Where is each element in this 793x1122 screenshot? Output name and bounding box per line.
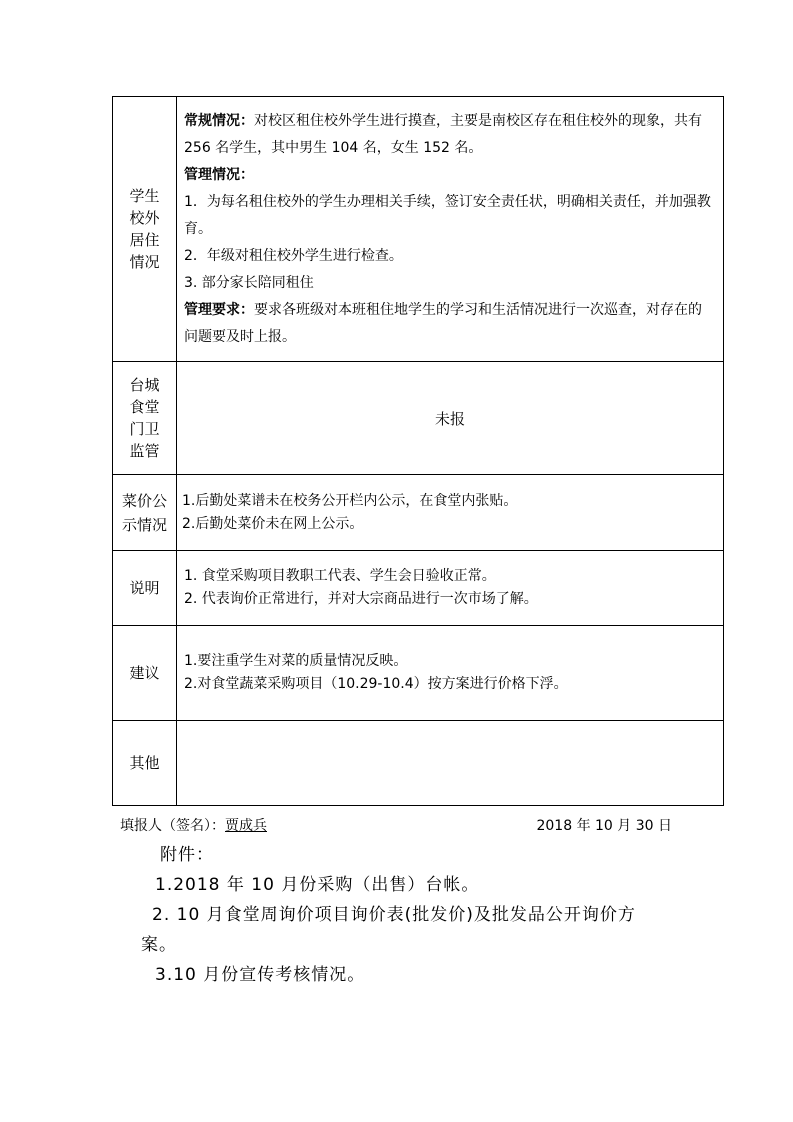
label-line: 台城: [129, 376, 160, 394]
report-date: 2018 年 10 月 30 日: [536, 818, 672, 834]
content-suggest: [177, 626, 724, 721]
note-item: 2. 代表询价正常进行，并对大宗商品进行一次市场了解。: [184, 591, 538, 607]
attachment-item: 案。: [141, 935, 177, 955]
signature-row: [120, 815, 680, 835]
req-text: 要求各班级对本班租住地学生的学习和生活情况进行一次巡查，对存在的问题要及时上报。: [184, 301, 702, 345]
label-line: 示情况: [121, 515, 167, 534]
attachments: [141, 840, 636, 990]
req-title: 管理要求：: [184, 301, 254, 318]
label-canteen: [113, 362, 177, 475]
row-suggest: [113, 626, 724, 721]
mgmt-item: 1．为每名租住校外的学生办理相关手续，签订安全责任状，明确相关责任，并加强教育。: [184, 193, 711, 237]
price-item: 1.后勤处菜谱未在校务公开栏内公示，在食堂内张贴。: [182, 492, 518, 509]
note-item: 1. 食堂采购项目教职工代表、学生会日验收正常。: [184, 568, 496, 584]
label-line: 菜价公: [121, 491, 167, 510]
content-other: [177, 721, 724, 806]
general-text: 对校区租住校外学生进行摸查，主要是南校区存在租住校外的现象，共有 256 名学生，其中男生 104 名，女生 152 名。: [184, 112, 702, 156]
row-note: [113, 551, 724, 626]
attachment-item: 3.10 月份宣传考核情况。: [155, 965, 366, 985]
row-price: [113, 475, 724, 551]
row-other: [113, 721, 724, 806]
mgmt-item: 3. 部分家长陪同租住: [184, 274, 314, 291]
attachment-item: 2. 10 月食堂周询价项目询价表(批发价)及批发品公开询价方: [152, 905, 636, 925]
suggest-item: 2.对食堂蔬菜采购项目（10.29-10.4）按方案进行价格下浮。: [184, 676, 568, 692]
label-line: 食堂: [129, 398, 160, 416]
label-line: 门卫: [129, 420, 160, 438]
content-canteen: 未报: [177, 362, 724, 475]
mgmt-title: 管理情况：: [184, 166, 254, 183]
general-paragraph: [184, 108, 715, 162]
label-line: 监管: [129, 442, 160, 460]
price-item: 2.后勤处菜价未在网上公示。: [182, 515, 364, 532]
mgmt-item: 2．年级对租住校外学生进行检查。: [184, 247, 403, 264]
content-residence: [177, 97, 724, 362]
label-line: 居住: [129, 231, 160, 249]
req-paragraph: [184, 297, 715, 351]
attachments-title: 附件：: [160, 845, 214, 865]
label-line: 情况: [129, 253, 160, 271]
label-line: 校外: [129, 209, 160, 227]
signature-name: 贾成兵: [225, 818, 267, 834]
row-canteen: [113, 362, 724, 475]
general-title: 常规情况：: [184, 112, 254, 129]
label-residence: [113, 97, 177, 362]
content-note: [177, 551, 724, 626]
row-residence: [113, 97, 724, 362]
label-price: [113, 475, 177, 551]
report-table: [112, 96, 724, 806]
label-line: 学生: [129, 187, 160, 205]
label-note: 说明: [113, 551, 177, 626]
signature-label: 填报人（签名）：: [120, 818, 225, 834]
suggest-item: 1.要注重学生对菜的质量情况反映。: [184, 653, 408, 669]
content-price: [177, 475, 724, 551]
label-other: 其他: [113, 721, 177, 806]
label-suggest: 建议: [113, 626, 177, 721]
attachment-item: 1.2018 年 10 月份采购（出售）台帐。: [155, 875, 480, 895]
